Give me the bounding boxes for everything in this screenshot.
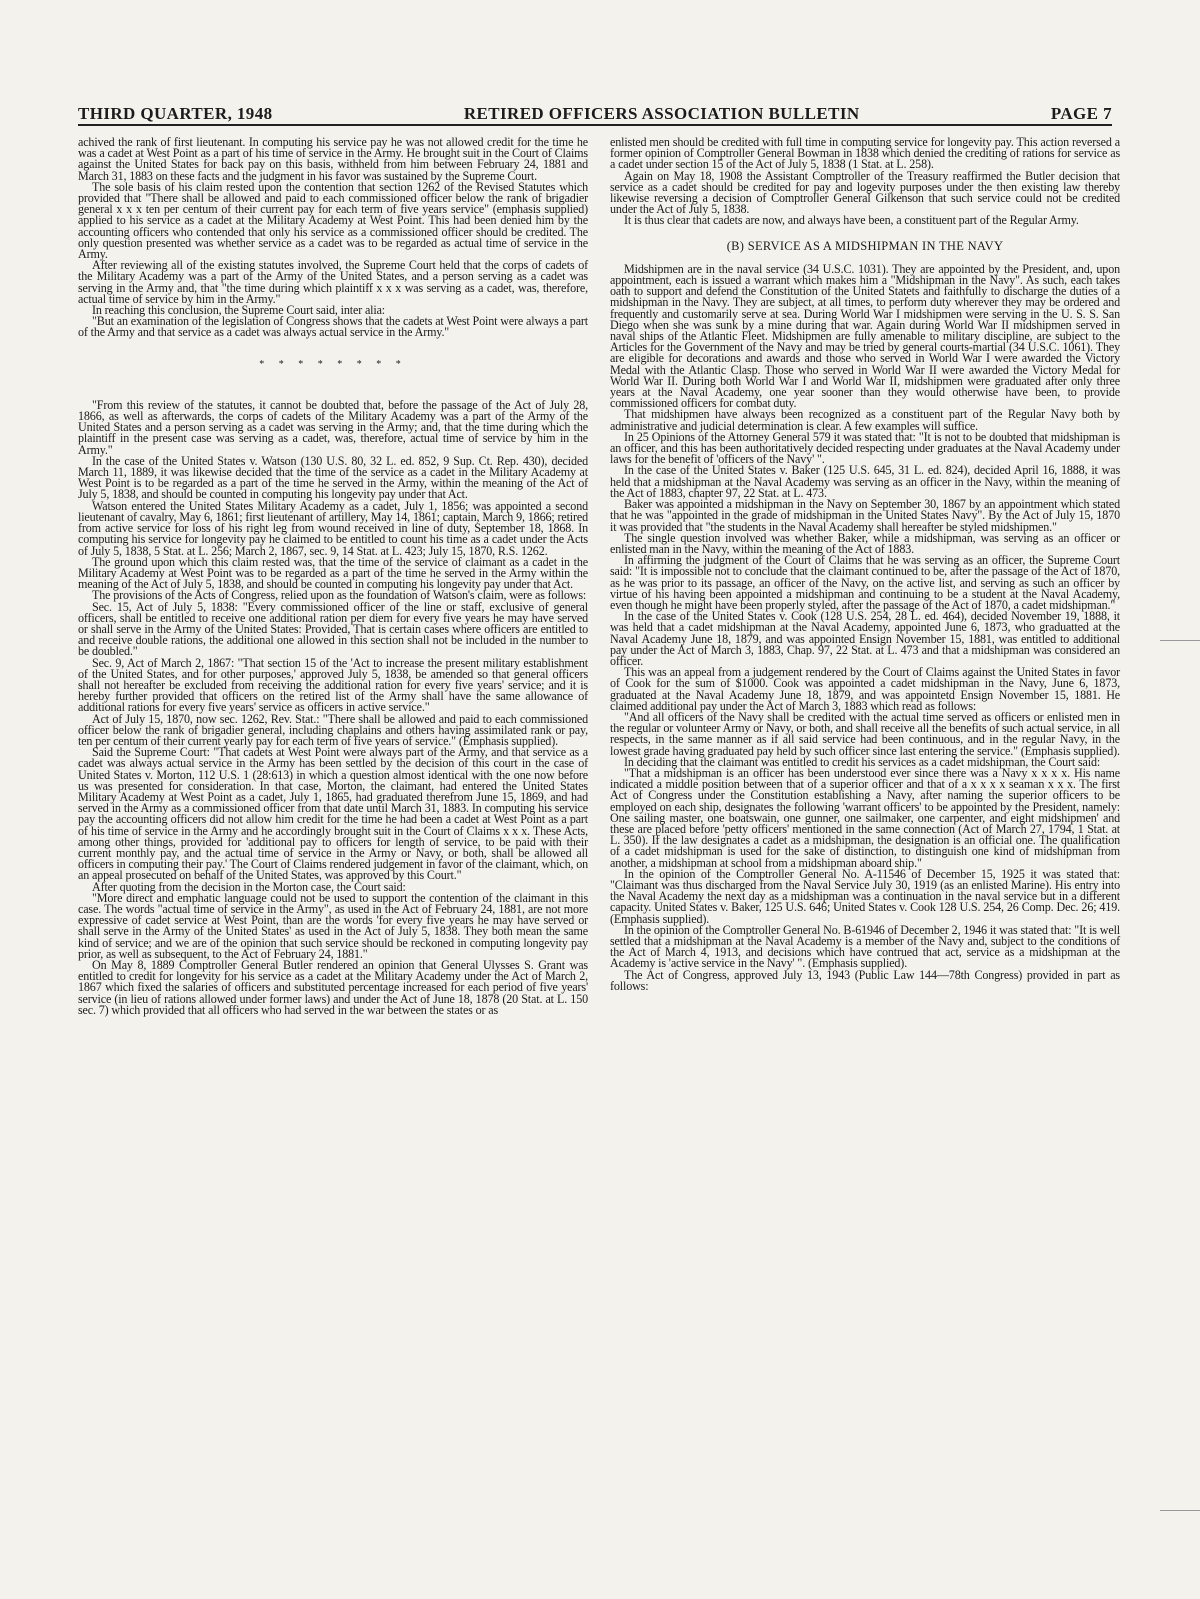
paragraph: The single question involved was whether Baker, while a midshipman, was serving as an officer or enlisted man in the Navy, within the meaning of the Act of 1883. [610,530,1120,556]
paragraph: After quoting from the decision in the Morton case, the Court said: [92,879,406,894]
paragraph: Again on May 18, 1908 the Assistant Comptroller of the Treasury reaffirmed the Butler decision that service as a cadet should be credited for pay and logevity purposes under the then existing law thereby likewise reversing a decision of Comptroller General Gilkenson that such service could not be credited under the Act of July 5, 1838. [610,168,1120,217]
left-column [78,137,588,1016]
paragraph: In the case of the United States v. Watson (130 U.S. 80, 32 L. ed. 852, 9 Sup. Ct. Rep. 430), decided March 11, 1889, it was likewise decided that the time of the service as a cadet in the Military Academy at West Point is to be regarded as a part of the time he served in the Army, within the meaning of the Act of July 5, 1838, and should be counted in computing his longevity pay under that Act. [78,453,588,502]
paragraph: enlisted men should be credited with full time in computing service for longevity pay. This action reversed a former opinion of Comptroller General Bowman in 1838 which denied the crediting of rations for service as a cadet under section 15 of the Act of July 5, 1838 (1 Stat. at L. 258). [610,135,1120,172]
header-publication-title: RETIRED OFFICERS ASSOCIATION BULLETIN [463,104,860,123]
paragraph: "But an examination of the legislation of Congress shows that the cadets at West Point were always a part of the Army and that service as a cadet was always actual service in the Army." [78,314,588,340]
paragraph: In deciding that the claimant was entitled to credit his services as a cadet midshipman, the Court said: [624,754,1101,769]
paragraph: The sole basis of his claim rested upon the contention that section 1262 of the Revised Statutes which provided that "There shall be allowed and paid to each commissioned officer below the rank of brigadier general x x x ten per centum of their current pay for each term of five years service" (emphasis supplied) applied to his service as a cadet at the Military Academy at West Point. This had been denied him by the accounting officers who contended that only his service as a commissioned officer should be credited. The only question presented was whether service as a cadet was to be regarded as actual time of service in the Army. [78,179,588,262]
paragraph: This was an appeal from a judgement rendered by the Court of Claims against the United States in favor of Cook for the sum of $1000. Cook was appointed a cadet midshipman in the Navy, June 6, 1873, graduated at the Naval Academy June 18, 1879, and was appointetd Ensign November 15, 1881. He claimed additional pay under the Act of March 3, 1883 which read as follows: [610,665,1120,713]
paragraph: Watson entered the United States Military Academy as a cadet, July 1, 1856; was appointed a second lieutenant of cavalry, May 6, 1861; first lieutenant of artillery, May 14, 1861; captain, March 9, 1866; retired from active service for loss of his right leg from wound received in line of duty, September 18, 1868. In computing his service for longevity pay he claimed to be entitled to count his time as a cadet under the Acts of July 5, 1838, 5 Stat. at L. 256; March 2, 1867, sec. 9, 14 Stat. at L. 423; July 15, 1870, R.S. 1262. [78,498,588,558]
paragraph: That midshipmen have always been recognized as a constituent part of the Regular Navy both by administrative and judicial determination is clear. A few examples will suffice. [610,407,1120,433]
paragraph: The provisions of the Acts of Congress, relied upon as the foundation of Watson's claim, were as follows: [92,588,587,603]
paragraph: In the case of the United States v. Baker (125 U.S. 645, 31 L. ed. 824), decided April 16, 1888, it was held that a midshipman at the Naval Academy was serving as an officer in the Navy, within the meaning of the Act of 1883, chapter 97, 22 Stat. at L. 473. [610,463,1120,500]
paragraph: The Act of Congress, approved July 13, 1943 (Public Law 144—78th Congress) provided in part as follows: [610,967,1120,993]
paragraph: It is thus clear that cadets are now, and always have been, a constituent part of the Regular Army. [624,213,1079,228]
paragraph: After reviewing all of the existing statutes involved, the Supreme Court held that the corps of cadets of the Military Academy was a part of the Army of the United States, and a person serving as a cadet was serving in the Army and, that "the time during which plaintiff x x x was serving as a cadet, was, therefore, actual time of service by him in the Army." [78,258,588,306]
paragraph: Sec. 15, Act of July 5, 1838: "Every commissioned officer of the line or staff, exclusive of general officers, shall be entitled to receive one additional ration per diem for every five years he may have served or shall serve in the Army of the United States: Provided, That is certain cases where officers are entitled to and receive double rations, the additional one allowed in this section shall not be included in the number to be doubled." [78,599,588,659]
paragraph: Sec. 9, Act of March 2, 1867: "That section 15 of the 'Act to increase the present military establishment of the United States, and for other purposes,' approved July 5, 1838, be amended so that general officers shall not hereafter be excluded from receiving the additional ration for every five years' service; and it is hereby further provided that officers on the retired list of the Army shall have the same allowance of additional rations for every five years' service as officers in active service." [78,655,588,715]
section-heading: (B) SERVICE AS A MIDSHIPMAN IN THE NAVY [726,238,1004,253]
paragraph: Said the Supreme Court: "That cadets at West Point were always part of the Army, and that service as a cadet was always actual service in the Army has been settled by the decision of this court in the case of United States v. Morton, 112 U.S. 1 (28:613) in which a question almost identical with the one now before us was presented for consideration. In that case, Morton, the claimant, had entered the United States Military Academy at West Point as a cadet, July 1, 1865, had graduated therefrom June 15, 1869, and had served in the Army as a commissioned officer from that date until March 31, 1883. In computing his service pay the accounting officers did not allow him credit for the time he had been a cadet at West Point as a part of his time of service in the Army and he accordingly brought suit in the Court of Claims x x x. These Acts, among other things, provided for 'additional pay to officers for length of service, to be paid with their current monthly pay, and the actual time of service in the Army or Navy, or both, shall be allowed all officers in computing their pay.' The Court of Claims rendered judgement in favor of the claimant, which, on an appeal prosecuted on behalf of the United States, was approved by this Court." [78,745,589,883]
header-page-number: PAGE 7 [1050,104,1112,123]
section-break-stars: * * * * * * * * [259,358,407,370]
paragraph: In affirming the judgment of the Court of Claims that he was serving as an officer, the Supreme Court said: "It is impossible not to conclude that the claimant continued to be, after the passage of the Act of 1870, as he was prior to its passage, an officer of the Navy, on the active list, and serving as such an officer by virtue of his having been appointed a midshipman and continuing to be a student at the Naval Academy, even though he might have been properly styled, after the passage of the Act of 1870, a cadet midshipman." [610,553,1120,612]
paragraph: The ground upon which this claim rested was, that the time of the service of claimant as a cadet in the Military Academy at West Point was to be regarded as a part of the time he served in the Army within the meaning of the Act of July 5, 1838, and should be counted in computing his longevity pay under that Act. [78,554,588,592]
header-issue-date: THIRD QUARTER, 1948 [78,104,273,123]
scan-edge-mark [1160,1510,1200,1511]
paragraph: In reaching this conclusion, the Supreme Court said, inter alia: [92,303,386,318]
paragraph: Baker was appointed a midshipman in the Navy on September 30, 1867 by an appointment which stated that he was "appointed in the grade of midshipman in the United States Navy". By the Act of July 15, 1870 it was provided that "the students in the Naval Academy shall hereafter be styled midshipmen." [610,497,1120,534]
paragraph: "That a midshipman is an officer has been understood ever since there was a Navy x x x x. His name indicated a middle position between that of a superior officer and that of a x x x x seaman x x x. The first Act of Congress under the Constitution establishing a Navy, after naming the superior officers to be employed on each ship, designates the following 'warrant officers' to be appointed by the President, namely: One sailing master, one boatswain, one gunner, one sailmaker, one carpenter, and eight midshipmen' and these are placed before 'petty officers' mentioned in the same connection (Act of March 27, 1794, 1 Stat. at L. 350). If the law designates a cadet as a midshipman, the designation is an official one. The qualification of a cadet midshipman is used for the sake of distinction, to distinguish one kind of midshipman from another, a midshipman at school from a midshipman aboard ship." [610,765,1120,870]
paragraph: Midshipmen are in the naval service (34 U.S.C. 1031). They are appointed by the President, and, upon appointment, each is issued a warrant which makes him a "Midshipman in the Navy". As such, each takes oath to support and defend the Constitution of the United Statets and faithfully to discharge the duties of a midshipman in the Navy. They are subject, at all times, to perform duty wherever they may be ordered and frequently and customarily serve at sea. During World War I midshipmen were serving in the U. S. S. San Diego when she was sunk by a mine during that war. Again during World War II midshipmen served in naval ships of the Atlantic Fleet. Midshipmen are fully amenable to military discipline, are subject to the Articles for the Government of the Navy and may be tried by general courts-martial (34 U.S.C. 1061). They are eligible for decorations and awards and those who served in World War I were awarded the Victory Medal with the Atlantic Clasp. Those who served in World War II were awarded the Victory Medal for World War II. During both World War I and World War II, midshipmen were graduated after only three years at the Naval Academy, one year sooner than they would otherwise have been, to provide commissioned officers for combat duty. [610,261,1120,411]
right-column [610,137,1120,992]
page-header [78,98,1112,124]
scan-edge-mark [1160,640,1200,641]
paragraph: In the opinion of the Comptroller General No. B-61946 of December 2, 1946 it was stated that: "It is well settled that a midshipman at the Naval Academy is a member of the Navy and, subject to the conditions of the Act of March 4, 1913, and decisions which have contrued that act, service as a midshipman at the Academy is 'active service in the Navy' ". (Emphasis supplied). [610,922,1120,971]
paragraph: achived the rank of first lieutenant. In computing his service pay he was not allowed credit for the time he was a cadet at West Point as a part of his time of service in the Army. He brought suit in the Court of Claims against the United States for back pay on this basis, withheld from him between February 24, 1881 and March 31, 1883 on these facts and the judgment in his favor was sustained by the Supreme Court. [78,135,588,183]
paragraph: "From this review of the statutes, it cannot be doubted that, before the passage of the Act of July 28, 1866, as well as afterwards, the corps of cadets of the Military Academy was a part of the Army of the United States and a person serving as a cadet was serving in the Army; and, that the time during which the plaintiff in the present case was serving as a cadet, was, therefore, actual time of service by him in the Army." [78,397,588,457]
header-rule [78,124,1112,126]
paragraph: In the opinion of the Comptroller General No. A-11546 of December 15, 1925 it was stated that: "Claimant was thus discharged from the Naval Service July 30, 1919 (as an enlisted Marine). His entry into the Naval Academy the next day as a midshipman was a continuation in the naval service but in a different capacity. United States v. Baker, 125 U.S. 646; United States v. Cook 128 U.S. 254, 26 Comp. Dec. 26; 419. (Emphasis supplied). [610,866,1120,926]
paragraph: Act of July 15, 1870, now sec. 1262, Rev. Stat.: "There shall be allowed and paid to each commissioned officer below the rank of brigadier general, including chaplains and others having assimilated rank or pay, ten per centum of their current yearly pay for each term of five years of service." (Emphasis supplied). [78,711,588,748]
paragraph: "And all officers of the Navy shall be credited with the actual time served as officers or enlisted men in the regular or volunteer Army or Navy, or both, and shall receive all the benefits of such actual service, in all respects, in the same manner as if all said service had been continuous, and in the regular Navy, in the lowest grade having graduated pay held by such officer since last entering the service." (Emphasis supplied). [610,709,1120,758]
paragraph: In 25 Opinions of the Attorney General 579 it was stated that: "It is not to be doubted that midshipman is an officer, and this has been authoritatively decided respecting under graduates at the Naval Academy under laws for the benefit of 'officers of the Navy' ". [610,429,1120,467]
paragraph: On May 8, 1889 Comptroller General Butler rendered an opinion that General Ulysses S. Grant was entitled to credit for longevity for his service as a cadet at the Military Academy under the Act of March 2, 1867 which fixed the salaries of officers and substituted percentage increased for each period of five years' service (in lieu of rations allowed under former laws) and under the Act of June 18, 1878 (20 Stat. at L. 150 sec. 7) which provided that all officers who had served in the war between the states or as [78,958,588,1017]
paragraph: In the case of the United States v. Cook (128 U.S. 254, 28 L. ed. 464), decided November 19, 1888, it was held that a cadet midshipman at the Naval Academy, appointed June 6, 1873, who graduatted at the Naval Academy June 18, 1879, and was appointed Ensign November 15, 1881, was entitled to additional pay under the Act of March 3, 1883, Chap. 97, 22 Stat. at L. 473 and that a midshipman was considered an officer. [610,609,1120,668]
paragraph: "More direct and emphatic language could not be used to support the contention of the claimant in this case. The words "actual time of service in the Army", as used in the Act of February 24, 1881, are not more expressive of cadet service at West Point, than are the words 'for every five years he may have served or shall serve in the Army of the United States' as used in the Act of July 5, 1838. They both mean the same kind of service; and we are of the opinion that such service should be reckoned in computing longevity pay prior, as well as subsequent, to the Act of February 24, 1881." [78,890,588,961]
